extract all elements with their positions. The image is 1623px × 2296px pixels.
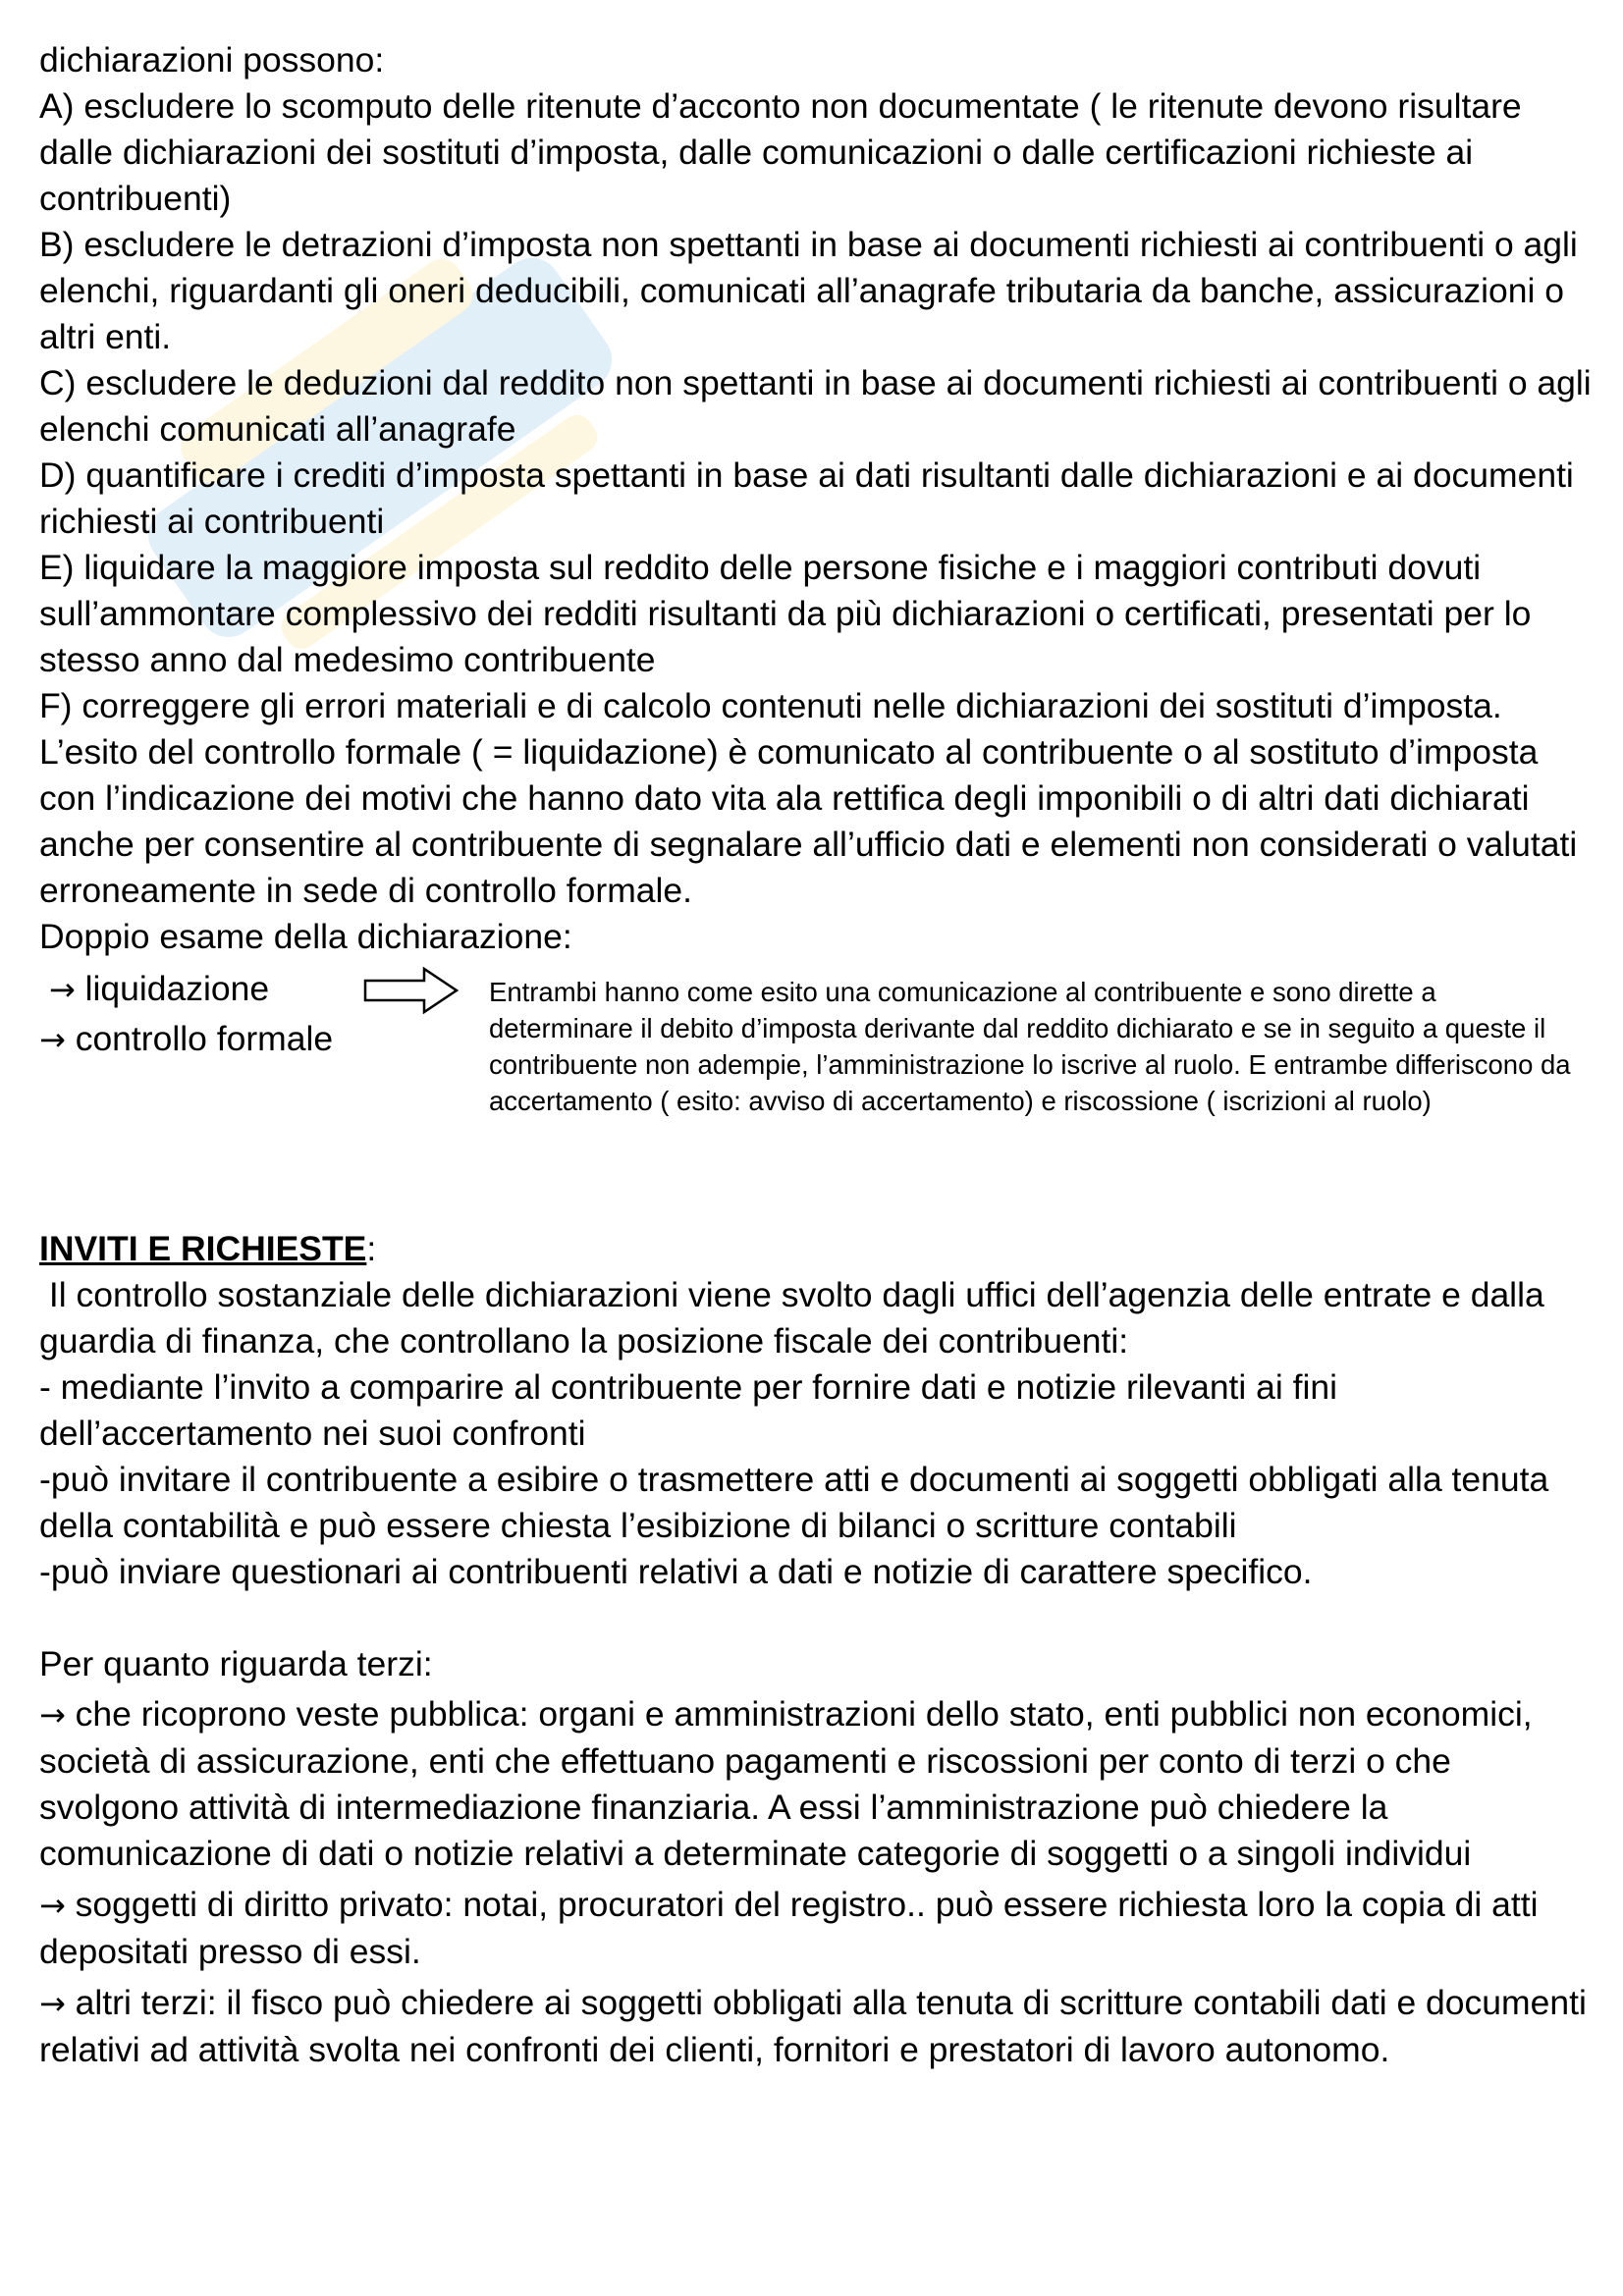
section-heading <box>39 1226 1596 1272</box>
list-item-invito: - mediante l’invito a comparire al contribuente per fornire dati e notizie rilevanti ai fini dell’accertamento nei suoi confronti <box>39 1367 1338 1453</box>
list-item-e: E) liquidare la maggiore imposta sul reddito delle persone fisiche e i maggiori contributi dovuti sull’ammontare complessivo dei redditi risultanti da più dichiarazioni o certificati, presentati per lo stesso anno dal medesimo contribuente <box>39 548 1532 679</box>
paragraph-terzi-intro: Per quanto riguarda terzi: <box>39 1644 433 1683</box>
arrow-right-icon: → <box>48 971 76 1008</box>
list-item-questionari: -può inviare questionari ai contribuenti relativi a dati e notizie di carattere specifico. <box>39 1552 1313 1591</box>
list-item <box>39 964 333 1014</box>
list-item-altri-terzi <box>39 1980 1596 2073</box>
terzi-item-text: altri terzi: il fisco può chiedere ai soggetti obbligati alla tenuta di scritture contabili dati e documenti relativi ad attività svolta nei confronti dei clienti, fornitori e prestatori di lavoro autonomo. <box>39 1983 1587 2069</box>
list-item-esibire: -può invitare il contribuente a esibire o trasmettere atti e documenti ai soggetti obbligati alla tenuta della contabilità e può essere chiesta l’esibizione di bilanci o scritture contabili <box>39 1460 1549 1545</box>
list-item-c: C) escludere le deduzioni dal reddito non spettanti in base ai documenti richiesti ai contribuenti o agli elenchi comunicati all’anagrafe <box>39 363 1592 449</box>
paragraph-esito: L’esito del controllo formale ( = liquidazione) è comunicato al contribuente o al sostituto d’imposta con l’indicazione dei motivi che hanno dato vita ala rettifica degli imponibili o di altri dati dichiarati anche per consentire al contribuente di segnalare all’ufficio dati e elementi non considerati o valutati erroneamente in sede di controllo formale. <box>39 732 1578 910</box>
side-note-text: Entrambi hanno come esito una comunicazione al contribuente e sono dirette a determinare il debito d’imposta derivante dal reddito dichiarato e se in seguito a queste il contribuente non adempie, l’amministrazione lo iscrive al ruolo. E entrambe differiscono da accertamento ( esito: avviso di accertamento) e riscossione ( iscrizioni al ruolo) <box>489 977 1571 1116</box>
spacer <box>39 1595 1596 1641</box>
block-arrow-icon <box>363 966 460 1015</box>
arrow-right-icon: → <box>39 1887 66 1924</box>
list-item-diritto-privato <box>39 1882 1596 1975</box>
doppio-esame-diagram <box>39 964 1596 1180</box>
heading-colon: : <box>366 1229 377 1268</box>
heading-inviti-richieste: INVITI E RICHIESTE <box>39 1229 367 1268</box>
list-item-d: D) quantificare i crediti d’imposta spettanti in base ai dati risultanti dalle dichiarazioni e ai documenti richiesti ai contribuenti <box>39 455 1574 541</box>
arrow-right-icon: → <box>39 1021 66 1058</box>
paragraph-controllo-sostanziale: Il controllo sostanziale delle dichiarazioni viene svolto dagli uffici dell’agenzia delle entrate e dalla guardia di finanza, che controllano la posizione fiscale dei contribuenti: <box>39 1275 1554 1361</box>
list-item-b: B) escludere le detrazioni d’imposta non spettanti in base ai documenti richiesti ai contribuenti o agli elenchi, riguardanti gli oneri deducibili, comunicati all’anagrafe tributaria da banche, assicurazioni o altri enti. <box>39 225 1578 356</box>
arrow-right-icon: → <box>39 1696 66 1734</box>
doppio-esame-list <box>39 964 333 1064</box>
paragraph-intro: dichiarazioni possono: <box>39 40 385 80</box>
item-controllo-formale: controllo formale <box>75 1019 334 1058</box>
arrow-right-icon: → <box>39 1985 66 2022</box>
document-page <box>39 37 1596 2073</box>
terzi-item-text: soggetti di diritto privato: notai, procuratori del registro.. può essere richiesta loro la copia di atti depositati presso di essi. <box>39 1885 1539 1971</box>
paragraph-doppio-esame: Doppio esame della dichiarazione: <box>39 917 572 956</box>
list-item-a: A) escludere lo scomputo delle ritenute d’acconto non documentate ( le ritenute devono risultare dalle dichiarazioni dei sostituti d’imposta, dalle comunicazioni o dalle certificazioni richieste ai contribuenti) <box>39 86 1522 218</box>
list-item-veste-pubblica <box>39 1691 1596 1877</box>
spacer <box>39 1180 1596 1226</box>
terzi-item-text: che ricoprono veste pubblica: organi e amministrazioni dello stato, enti pubblici non economici, società di assicurazione, enti che effettuano pagamenti e riscossioni per conto di terzi o che svolgono attività di intermediazione finanziaria. A essi l’amministrazione può chiedere la comunicazione di dati o notizie relativi a determinate categorie di soggetti o a singoli individui <box>39 1694 1533 1873</box>
item-liquidazione: liquidazione <box>84 969 270 1008</box>
list-item <box>39 1014 333 1064</box>
list-item-f: F) correggere gli errori materiali e di calcolo contenuti nelle dichiarazioni dei sostituti d’imposta. <box>39 686 1502 725</box>
